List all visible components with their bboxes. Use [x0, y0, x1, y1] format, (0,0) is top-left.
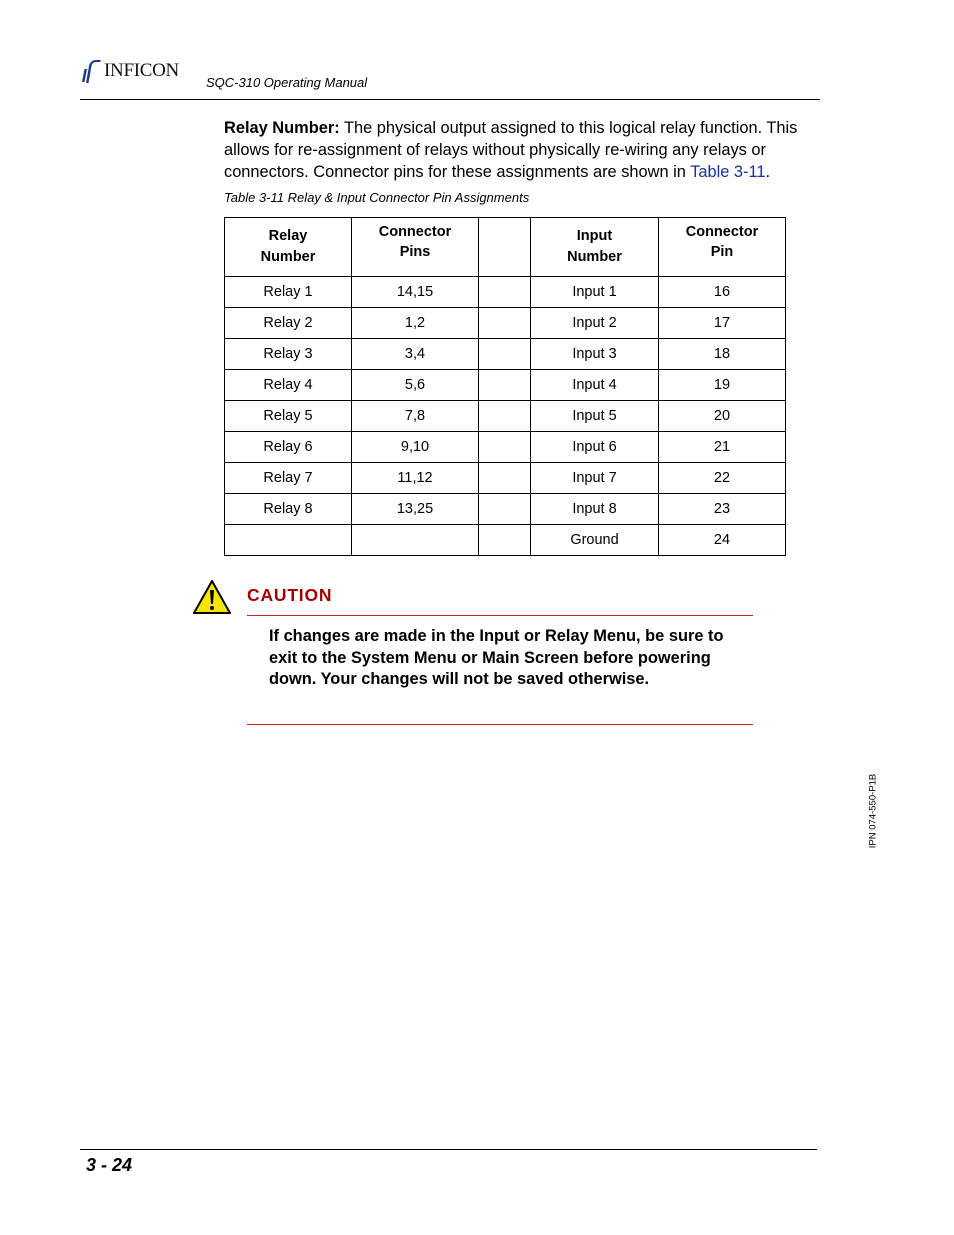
table-row	[225, 463, 786, 494]
relay-pins-cell: 14,15	[352, 277, 479, 308]
relay-cell: Relay 6	[225, 432, 352, 463]
table-row	[225, 494, 786, 525]
caution-bottom-rule	[247, 724, 753, 725]
header-spacer	[479, 218, 531, 277]
table-row	[225, 401, 786, 432]
caution-title: CAUTION	[247, 585, 333, 605]
table-header-row	[225, 218, 786, 277]
relay-pins-cell	[352, 525, 479, 556]
header-divider	[80, 99, 820, 100]
header-input-number-line2: Number	[567, 249, 622, 265]
relay-pins-cell: 7,8	[352, 401, 479, 432]
relay-pins-cell: 11,12	[352, 463, 479, 494]
page-number: 3 - 24	[86, 1155, 133, 1175]
relay-cell: Relay 4	[225, 370, 352, 401]
table-row	[225, 370, 786, 401]
header-input-pin-line2: Pin	[710, 244, 734, 260]
relay-cell: Relay 3	[225, 339, 352, 370]
input-cell: Input 6	[531, 432, 659, 463]
input-pin-cell: 22	[659, 463, 786, 494]
table-row	[225, 339, 786, 370]
input-pin-cell: 18	[659, 339, 786, 370]
spacer-cell	[479, 339, 531, 370]
input-cell: Input 4	[531, 370, 659, 401]
input-cell: Input 7	[531, 463, 659, 494]
relay-number-paragraph	[224, 117, 820, 183]
relay-cell: Relay 5	[225, 401, 352, 432]
table-reference-link[interactable]: Table 3-11	[690, 163, 766, 181]
header-relay-number-line1: Relay	[268, 228, 308, 244]
header-input-pin-line1: Connector	[685, 224, 759, 240]
table-row	[225, 525, 786, 556]
input-pin-cell: 19	[659, 370, 786, 401]
table-row	[225, 432, 786, 463]
input-pin-cell: 23	[659, 494, 786, 525]
input-pin-cell: 16	[659, 277, 786, 308]
spacer-cell	[479, 463, 531, 494]
warning-triangle-icon	[192, 579, 232, 620]
manual-title: SQC-310 Operating Manual	[206, 75, 368, 90]
input-cell: Input 2	[531, 308, 659, 339]
relay-cell	[225, 525, 352, 556]
caution-top-rule	[247, 615, 753, 616]
input-cell: Input 3	[531, 339, 659, 370]
input-pin-cell: 17	[659, 308, 786, 339]
relay-cell: Relay 7	[225, 463, 352, 494]
inficon-logo	[80, 58, 179, 84]
header-relay-pins-line1: Connector	[378, 224, 452, 240]
input-cell: Ground	[531, 525, 659, 556]
input-pin-cell: 24	[659, 525, 786, 556]
relay-pins-cell: 1,2	[352, 308, 479, 339]
spacer-cell	[479, 494, 531, 525]
table-row	[225, 308, 786, 339]
document-part-number: IPN 074-550-P1B	[867, 773, 879, 849]
pin-assignment-table	[224, 217, 786, 556]
spacer-cell	[479, 525, 531, 556]
header-input-number	[531, 218, 659, 277]
spacer-cell	[479, 308, 531, 339]
input-cell: Input 5	[531, 401, 659, 432]
paragraph-end: .	[765, 163, 771, 181]
table-caption: Table 3-11 Relay & Input Connector Pin Assignments	[224, 190, 530, 205]
relay-pins-cell: 13,25	[352, 494, 479, 525]
relay-pins-cell: 5,6	[352, 370, 479, 401]
input-cell: Input 1	[531, 277, 659, 308]
header-relay-pins-line2: Pins	[399, 244, 431, 260]
header-input-number-line1: Input	[576, 228, 613, 244]
header-relay-number-line2: Number	[260, 249, 316, 265]
inficon-swoosh-icon	[80, 58, 102, 84]
header-relay-number	[225, 218, 352, 277]
paragraph-text: The physical output assigned to this logical relay function. This allows for re-assignment of relays without physically re-wiring any relays or connectors. Connector pins for these assignments are shown in	[224, 119, 798, 181]
caution-text: If changes are made in the Input or Relay Menu, be sure to exit to the System Menu or Main Screen before powering down. Your changes will not be saved otherwise.	[269, 627, 724, 689]
header-relay-connector-pins	[352, 218, 479, 277]
input-pin-cell: 20	[659, 401, 786, 432]
footer-divider	[80, 1149, 817, 1150]
term-label: Relay Number:	[224, 119, 340, 137]
spacer-cell	[479, 401, 531, 432]
relay-cell: Relay 8	[225, 494, 352, 525]
table-row	[225, 277, 786, 308]
spacer-cell	[479, 277, 531, 308]
input-pin-cell: 21	[659, 432, 786, 463]
relay-pins-cell: 9,10	[352, 432, 479, 463]
relay-cell: Relay 1	[225, 277, 352, 308]
relay-pins-cell: 3,4	[352, 339, 479, 370]
spacer-cell	[479, 370, 531, 401]
input-cell: Input 8	[531, 494, 659, 525]
logo-text: INFICON	[104, 60, 179, 81]
spacer-cell	[479, 432, 531, 463]
header-input-connector-pin	[659, 218, 786, 277]
relay-cell: Relay 2	[225, 308, 352, 339]
